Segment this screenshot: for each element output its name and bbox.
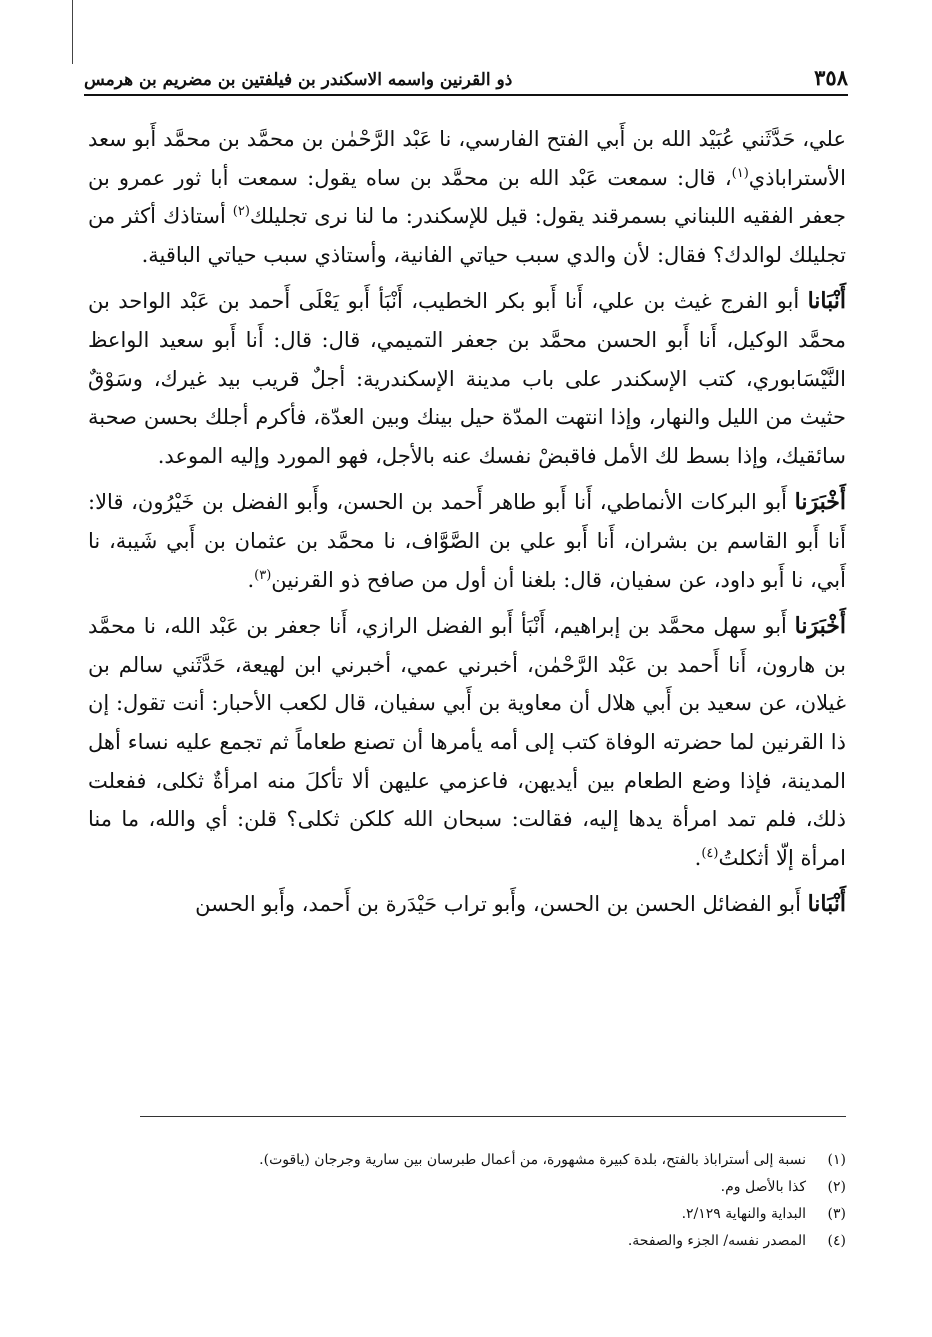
footnote-number: (٤) bbox=[827, 1233, 846, 1249]
footnote-text: نسبة إلى أستراباذ بالفتح، بلدة كبيرة مشهورة، من أعمال طبرسان بين سارية وجرجان (ياقوت). bbox=[259, 1152, 806, 1168]
paragraph bbox=[88, 282, 846, 475]
paragraph bbox=[88, 483, 846, 599]
text-segment: أَبو الفضائل الحسن بن الحسن، وأَبو تراب حَيْدَرة بن أَحمد، وأَبو الحسن bbox=[195, 892, 808, 917]
paragraph-lead-word: أَخْبَرَنا bbox=[794, 613, 846, 640]
text-segment: أَبو سهل محمَّد بن إبراهيم، أَنْبَأ أَبو الفضل الرازي، أَنا جعفر بن عَبْد الله، نا محمَّد بن هارون، أَنا أَحمد بن عَبْد الرَّحْمٰن، أخبرني عمي، أخبرني ابن لهيعة، حَدَّثَني سالم بن غيلان، عن سعيد بن أَبي هلال أن معاوية بن أَبي سفيان، قال لكعب الأحبار: أنت تقول: إن ذا القرنين لما حضرته الوفاة كتب إلى أمه يأمرها أن تصنع طعاماً ثم تجمع عليه نساء أهل المدينة، فإذا وضع الطعام بين أيديهن، فاعزمي عليهن ألا تأكلَ منه امرأةٌ ثكلى، ففعلت ذلك، فلم تمد امرأة يدها إليه، فقالت: سبحان الله كلكن ثكلى؟ قلن: أي والله، ما منا امرأة إلّا أثكلتُ bbox=[88, 614, 846, 870]
footnote bbox=[140, 1147, 846, 1174]
text-segment: . bbox=[694, 845, 702, 870]
footnote bbox=[140, 1228, 846, 1255]
footnote-ref: (٣) bbox=[254, 567, 272, 583]
paragraph bbox=[88, 120, 846, 274]
footnote-text: كذا بالأصل وم. bbox=[720, 1179, 806, 1195]
text-segment: أبو الفرج غيث بن علي، أَنا أَبو بكر الخطيب، أَنْبَأ أَبو يَعْلَى أَحمد بن عَبْد الواحد بن محمَّد الوكيل، أَنا أَبو الحسن محمَّد بن جعفر التميمي، قال: قال: أَنا أَبو سعيد الواعظ النَّيْسَابوري، كتب الإسكندر على باب مدينة الإسكندرية: أجلٌ قريب بيد غيرك، وسَوْقٌ حثيث من الليل والنهار، وإذا انتهت المدّة حيل بينك وبين العدّة، فأكرم أجلك بحسن صحبة سائقيك، وإذا بسط لك الأمل فاقبضْ نفسك عنه بالأجل، فهو المورد وإليه الموعد. bbox=[88, 289, 846, 468]
footnote-number: (٣) bbox=[827, 1206, 846, 1222]
footnote-text: المصدر نفسه/ الجزء والصفحة. bbox=[627, 1233, 806, 1249]
footnote-number: (١) bbox=[827, 1152, 846, 1168]
text-segment: . bbox=[247, 567, 255, 592]
page-number: ٣٥٨ bbox=[814, 65, 848, 90]
paragraph-lead-word: أَنْبَانا bbox=[807, 288, 846, 315]
paragraph-lead-word: أَخْبَرَنا bbox=[794, 489, 846, 516]
footnote bbox=[140, 1174, 846, 1201]
paragraph-lead-word: أَنْبَانا bbox=[807, 891, 846, 918]
text-segment: علي، حَدَّثَني عُبَيْد الله بن أَبي الفتح الفارسي، نا عَبْد الرَّحْمٰن بن محمَّد بن محمَّد أَبو سعد الأستراباذي bbox=[88, 127, 846, 190]
paragraph bbox=[88, 607, 846, 877]
text-segment: ، قال: سمعت عَبْد الله بن محمَّد بن ساه يقول: سمعت أبا ثور عمرو بن جعفر الفقيه اللبناني بسمرقند يقول: قيل للإسكندر: ما لنا نرى تجليلك bbox=[88, 165, 847, 229]
running-header bbox=[84, 60, 848, 96]
footnote-text: البداية والنهاية ٢/١٢٩. bbox=[681, 1206, 806, 1222]
text-segment: أَبو البركات الأنماطي، أَنا أَبو طاهر أَحمد بن الحسن، وأَبو الفضل بن خَيْرُون، قالا: أَنا أَبو القاسم بن بشران، أَنا أَبو علي بن الصَّوَّاف، نا محمَّد بن عثمان بن أَبي شَيبة، نا أَبي، نا أَبو داود، عن سفيان، قال: بلغنا أن أول من صافح ذو القرنين bbox=[88, 490, 846, 592]
footnote-ref: (٢) bbox=[232, 204, 250, 220]
footnote-ref: (١) bbox=[731, 165, 749, 181]
running-title: ذو القرنين واسمه الاسكندر بن فيلفتين بن مضريم بن هرمس bbox=[84, 70, 513, 90]
gutter-line bbox=[72, 0, 73, 64]
footnote bbox=[140, 1201, 846, 1228]
main-text bbox=[88, 120, 846, 932]
paragraph bbox=[88, 885, 846, 924]
footnote-ref: (٤) bbox=[701, 845, 719, 861]
footnote-number: (٢) bbox=[827, 1179, 846, 1195]
footnotes bbox=[140, 1116, 846, 1255]
text-segment: أستاذك أكثر من تجليلك لوالدك؟ فقال: لأن والدي سبب حياتي الفانية، وأستاذي سبب حياتي الباقية. bbox=[88, 204, 846, 267]
